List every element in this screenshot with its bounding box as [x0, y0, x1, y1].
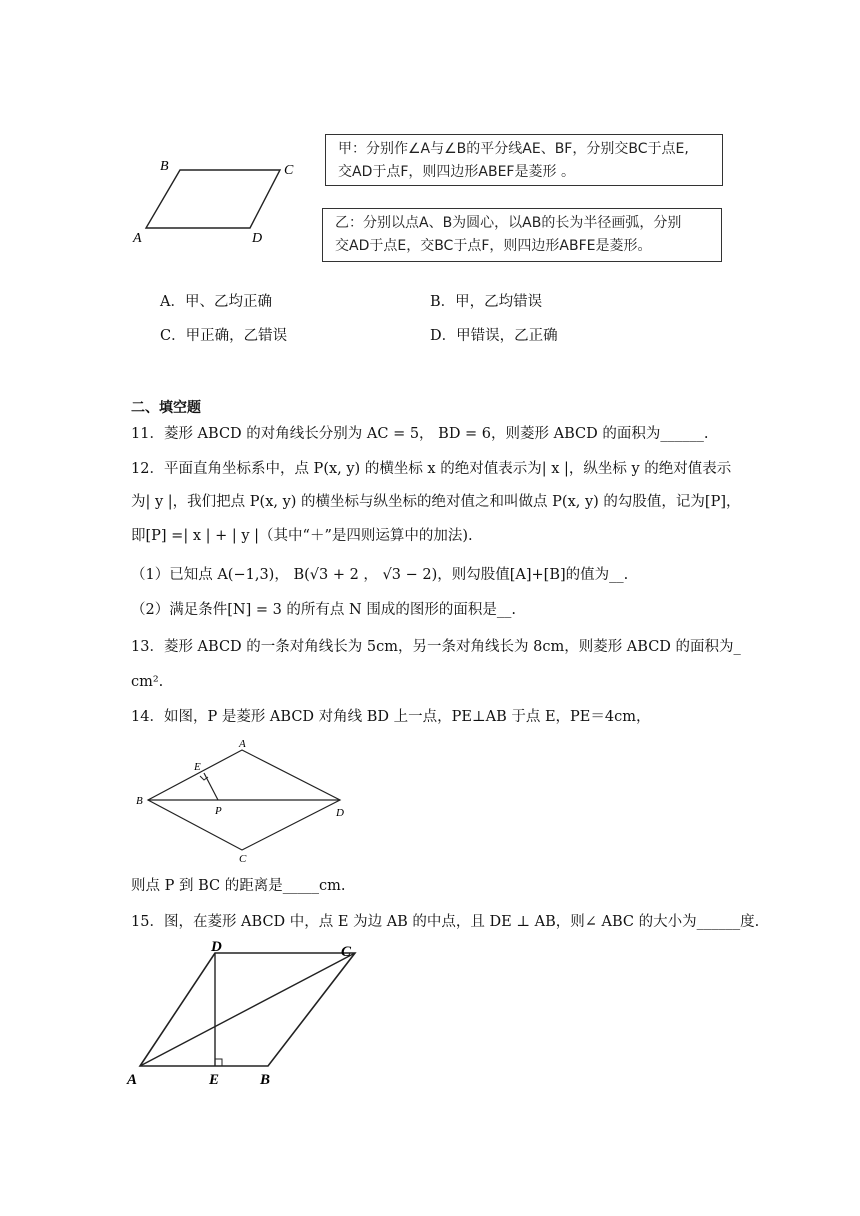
label-b: B	[260, 1072, 271, 1088]
q14-line1: 14．如图，P 是菱形 ABCD 对角线 BD 上一点，PE⊥AB 于点 E，PE＝4cm，	[131, 709, 651, 725]
q12-sub2: （2）满足条件[N] = 3 的所有点 N 围成的图形的面积是__.	[131, 602, 516, 618]
q15-text: 15．图，在菱形 ABCD 中，点 E 为边 AB 的中点，且 DE ⊥ AB，则∠ ABC 的大小为______度.	[131, 914, 760, 930]
label-p: P	[215, 805, 222, 817]
segment-pe	[204, 773, 218, 800]
label-c: C	[341, 944, 352, 960]
label-d: D	[336, 807, 344, 819]
q13-line2: cm².	[131, 674, 164, 690]
q11-text: 11．菱形 ABCD 的对角线长分别为 AC = 5， BD = 6，则菱形 ABCD 的面积为______.	[131, 426, 709, 442]
option-c: C．甲正确，乙错误	[160, 328, 288, 344]
q12-sub1: （1）已知点 A(−1,3)， B(√3 + 2 ， √3 − 2)，则勾股值[A]+[B]的值为__.	[131, 567, 629, 583]
option-d: D．甲错误，乙正确	[430, 328, 558, 344]
label-d: D	[252, 231, 263, 246]
q12-line3: 即[P] =| x | + | y |（其中“＋”是四则运算中的加法).	[131, 528, 473, 544]
box-yi-line1: 乙：分别以点A、B为圆心，以AB的长为半径画弧，分别	[335, 215, 682, 231]
option-b: B．甲，乙均错误	[430, 294, 543, 310]
q13-line1: 13．菱形 ABCD 的一条对角线长为 5cm，另一条对角线长为 8cm，则菱形 ABCD 的面积为_	[131, 639, 741, 655]
section-heading: 二、填空题	[131, 400, 201, 416]
box-jia-line2: 交AD于点F，则四边形ABEF是菱形 。	[338, 164, 575, 180]
right-angle-mark	[215, 1059, 222, 1066]
box-yi	[322, 208, 722, 262]
q15-rhombus-figure	[125, 939, 375, 1092]
label-a: A	[133, 231, 142, 246]
q14-rhombus-figure	[130, 738, 360, 868]
label-c: C	[239, 853, 247, 865]
label-d: D	[211, 939, 222, 955]
label-e: E	[209, 1072, 220, 1088]
diagonal-ac	[140, 953, 355, 1066]
parallelogram-shape	[146, 170, 280, 228]
q14-line2: 则点 P 到 BC 的距离是_____cm.	[131, 878, 346, 894]
label-a: A	[239, 738, 246, 750]
box-jia	[325, 134, 723, 186]
box-jia-line1: 甲：分别作∠A与∠B的平分线AE、BF，分别交BC于点E,	[338, 141, 689, 157]
option-a: A．甲、乙均正确	[160, 294, 272, 310]
box-yi-line2: 交AD于点E，交BC于点F，则四边形ABFE是菱形。	[335, 238, 652, 254]
q12-line1: 12．平面直角坐标系中，点 P(x, y) 的横坐标 x 的绝对值表示为| x |，纵坐标 y 的绝对值表示	[131, 461, 732, 477]
label-c: C	[284, 163, 294, 178]
label-b: B	[160, 159, 169, 174]
label-a: A	[127, 1072, 138, 1088]
q10-parallelogram-figure	[130, 150, 310, 250]
label-e: E	[194, 761, 201, 773]
q12-line2: 为| y |，我们把点 P(x, y) 的横坐标与纵坐标的绝对值之和叫做点 P(x, y) 的勾股值，记为[P]，	[131, 494, 741, 510]
label-b: B	[136, 795, 143, 807]
